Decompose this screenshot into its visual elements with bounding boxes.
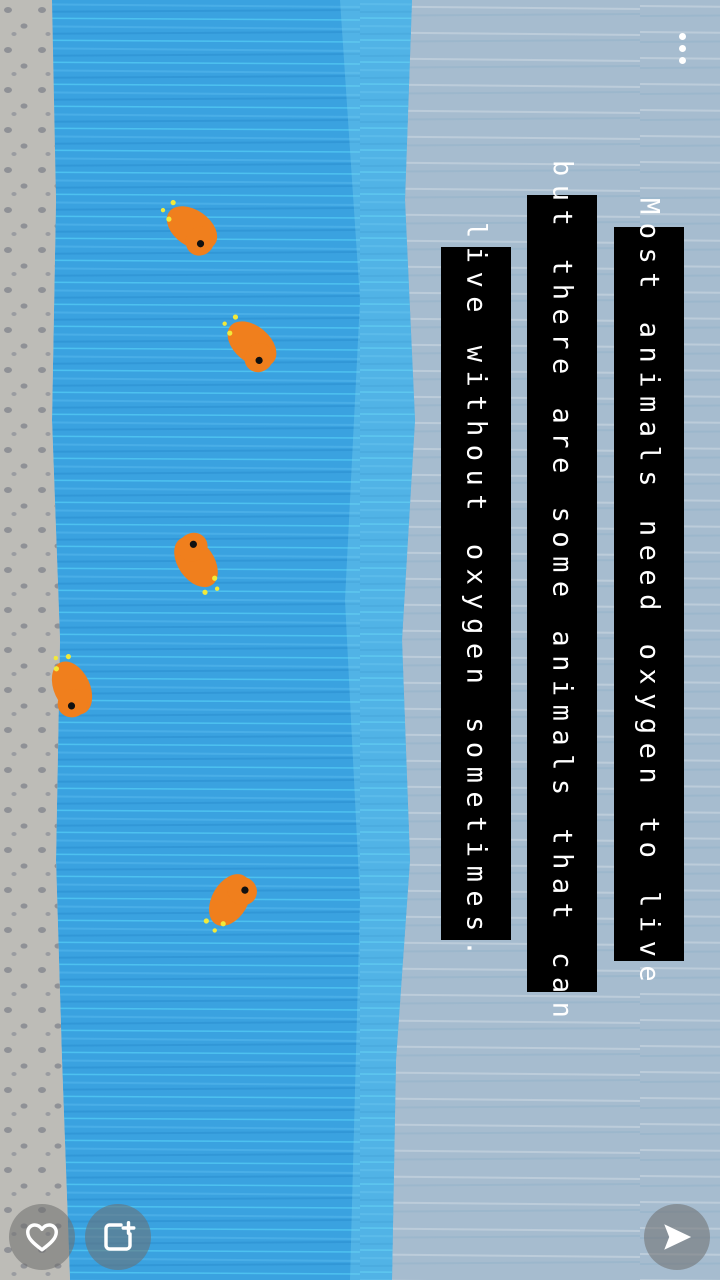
caption-text: live without oxygen sometimes.	[460, 222, 492, 965]
send-button[interactable]	[644, 1204, 710, 1270]
like-button[interactable]	[9, 1204, 75, 1270]
more-vertical-icon	[679, 33, 686, 40]
send-arrow-icon	[660, 1220, 694, 1254]
more-vertical-icon	[679, 57, 686, 64]
caption-text: Most animals need oxygen to live	[633, 197, 665, 991]
add-to-story-icon	[100, 1219, 136, 1255]
caption-line-1	[614, 197, 684, 991]
heart-icon	[24, 1219, 60, 1255]
caption-line-3	[441, 222, 511, 965]
caption-text: but there are some animals that can	[546, 160, 578, 1027]
more-vertical-icon	[679, 45, 686, 52]
caption-line-2	[527, 160, 597, 1027]
more-options-button[interactable]	[666, 26, 698, 70]
add-to-story-button[interactable]	[85, 1204, 151, 1270]
